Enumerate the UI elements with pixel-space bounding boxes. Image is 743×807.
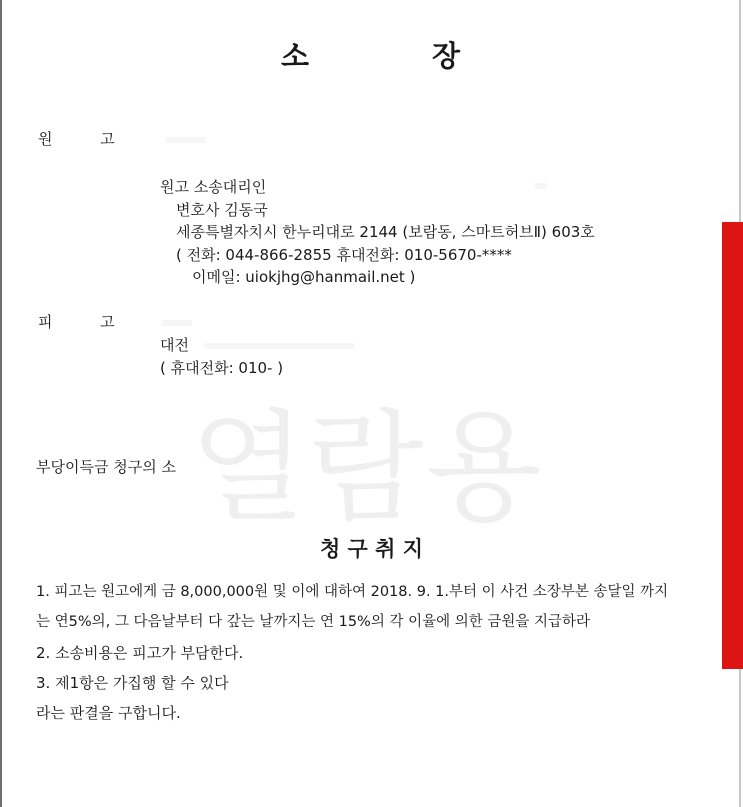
scrollbar-marker[interactable]: [722, 222, 743, 669]
claim-line: 라는 판결을 구합니다.: [36, 704, 181, 722]
redaction-mark: [204, 343, 354, 349]
plaintiff-representative: 원고 소송대리인: [160, 178, 267, 196]
document-title: 소 장: [281, 39, 462, 73]
defendant-label: 피 고: [38, 313, 115, 331]
case-name: 부당이득금 청구의 소: [36, 458, 176, 476]
plaintiff-email: 이메일: uiokjhg@hanmail.net ): [192, 268, 416, 286]
redaction-mark: [166, 137, 206, 143]
plaintiff-lawyer: 변호사 김동국: [176, 201, 268, 219]
defendant-phone: ( 휴대전화: 010- ): [160, 359, 284, 377]
plaintiff-label: 원 고: [38, 130, 115, 148]
redaction-mark: [162, 320, 192, 326]
plaintiff-phone: ( 전화: 044-866-2855 휴대전화: 010-5670-****: [176, 246, 512, 264]
claim-line: 는 연5%의, 그 다음날부터 다 갚는 날까지는 연 15%의 각 이율에 의한 금원을 지급하라: [36, 614, 590, 630]
watermark-text: 열람용: [190, 399, 544, 538]
defendant-address: 대전: [160, 336, 189, 354]
claim-line: 1. 피고는 원고에게 금 8,000,000원 및 이에 대하여 2018. 9. 1.부터 이 사건 소장부본 송달일 까지: [36, 584, 669, 600]
claim-line: 3. 제1항은 가집행 할 수 있다: [36, 674, 229, 692]
plaintiff-address: 세종특별자치시 한누리대로 2144 (보람동, 스마트허브Ⅱ) 603호: [176, 223, 595, 241]
redaction-mark: [535, 183, 547, 189]
claim-line: 2. 소송비용은 피고가 부담한다.: [36, 644, 244, 662]
claim-section-title: 청 구 취 지: [319, 537, 424, 561]
page-left-border: [0, 0, 2, 807]
